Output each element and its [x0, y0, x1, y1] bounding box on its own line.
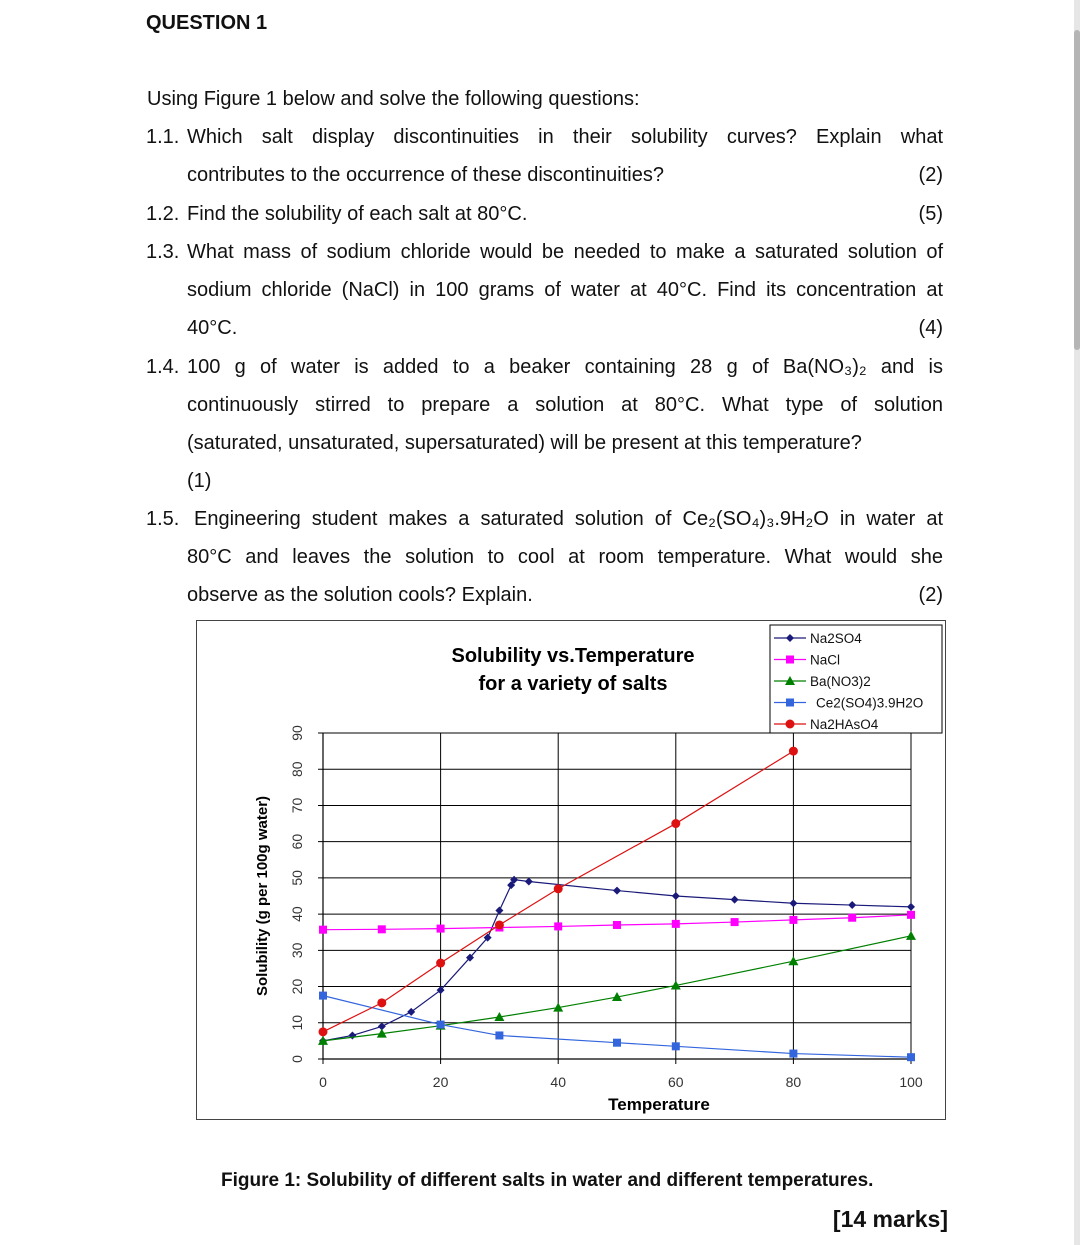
- question-marks: (2): [918, 584, 943, 606]
- data-point-nacl: [378, 925, 386, 933]
- x-tick-label: 60: [668, 1074, 684, 1090]
- data-point-nacl: [437, 925, 445, 933]
- question-marks: (4): [918, 317, 943, 339]
- legend-swatch-marker: [786, 720, 795, 729]
- y-tick-label: 20: [289, 978, 305, 995]
- legend-label: Na2SO4: [810, 631, 862, 646]
- series-line-na2so4: [323, 880, 911, 1041]
- data-point-na2so4: [613, 887, 621, 895]
- data-point-na2so4: [495, 906, 503, 914]
- chart-title-line-2: for a variety of salts: [478, 673, 668, 695]
- question-1-5: [146, 500, 943, 614]
- data-point-ce2-so4-3-9h2o: [319, 992, 327, 1000]
- total-marks: [14 marks]: [832, 1206, 948, 1232]
- chart-title-line-1: Solubility vs.Temperature: [451, 645, 695, 667]
- data-point-ce2-so4-3-9h2o: [672, 1042, 680, 1050]
- x-tick-label: 40: [550, 1074, 566, 1090]
- data-point-nacl: [848, 914, 856, 922]
- data-point-ce2-so4-3-9h2o: [907, 1053, 915, 1061]
- legend-label: Ce2(SO4)3.9H2O: [816, 695, 924, 711]
- data-point-na2haso4: [495, 920, 504, 929]
- question-line: What mass of sodium chloride would be needed to make a saturated solution of: [187, 241, 943, 263]
- question-1-1: [146, 118, 943, 194]
- data-point-nacl: [672, 920, 680, 928]
- question-line: (1): [187, 470, 212, 492]
- question-number: 1.5.: [146, 508, 180, 530]
- x-tick-label: 100: [899, 1074, 923, 1090]
- solubility-chart-svg: [197, 621, 945, 1119]
- question-1-3: [146, 233, 943, 347]
- question-1-4: [146, 348, 943, 500]
- data-point-ce2-so4-3-9h2o: [789, 1050, 797, 1058]
- data-point-nacl: [319, 926, 327, 934]
- data-point-ba-no3-2: [906, 931, 916, 940]
- y-tick-label: 40: [289, 906, 305, 922]
- y-tick-label: 30: [289, 942, 305, 959]
- y-tick-label: 90: [289, 725, 305, 741]
- data-point-nacl: [613, 921, 621, 929]
- chart-y-axis-label: Solubility (g per 100g water): [254, 795, 271, 997]
- series-ce2-so4-3-9h2o: [319, 992, 915, 1062]
- y-tick-label: 10: [289, 1014, 305, 1031]
- y-tick-label: 50: [289, 870, 305, 886]
- page-scrollbar[interactable]: [1074, 0, 1080, 1245]
- legend-label: NaCl: [810, 652, 841, 668]
- legend-label: Na2HAsO4: [810, 717, 879, 732]
- y-tick-label: 80: [289, 761, 305, 778]
- question-number: 1.1.: [146, 126, 180, 148]
- data-point-nacl: [789, 916, 797, 924]
- data-point-na2haso4: [789, 747, 798, 756]
- chart-legend: [770, 625, 942, 733]
- legend-swatch-marker: [786, 699, 794, 707]
- y-tick-label: 60: [289, 833, 305, 850]
- question-line: (saturated, unsaturated, supersaturated) will be present at this temperature?: [187, 432, 862, 454]
- data-point-na2haso4: [671, 819, 680, 828]
- series-ba-no3-2: [318, 931, 916, 1045]
- x-tick-label: 20: [432, 1074, 449, 1090]
- data-point-ce2-so4-3-9h2o: [495, 1031, 503, 1039]
- x-tick-label: 80: [785, 1074, 802, 1090]
- data-point-nacl: [907, 911, 915, 919]
- legend-swatch-marker: [786, 656, 794, 664]
- data-point-na2so4: [789, 899, 797, 907]
- data-point-na2so4: [348, 1031, 356, 1039]
- chart-series: [318, 747, 916, 1062]
- question-1-2: [146, 195, 943, 233]
- series-line-ce2-so4-3-9h2o: [323, 996, 911, 1058]
- question-line: continuously stirred to prepare a solution at 80°C. What type of solution: [187, 394, 943, 416]
- y-tick-label: 0: [289, 1055, 305, 1063]
- question-marks: (5): [918, 203, 943, 225]
- data-point-na2haso4: [554, 884, 563, 893]
- data-point-na2so4: [672, 892, 680, 900]
- legend-label: Ba(NO3)2: [810, 674, 871, 689]
- data-point-nacl: [554, 922, 562, 930]
- question-line: Find the solubility of each salt at 80°C.: [187, 203, 528, 225]
- intro-text: Using Figure 1 below and solve the following questions:: [147, 88, 640, 110]
- data-point-na2so4: [907, 903, 915, 911]
- figure-caption: Figure 1: Solubility of different salts in water and different temperatures.: [221, 1170, 874, 1191]
- question-line: 100 g of water is added to a beaker containing 28 g of Ba(NO₃)₂ and is: [187, 356, 943, 378]
- data-point-ce2-so4-3-9h2o: [437, 1021, 445, 1029]
- question-line: Which salt display discontinuities in their solubility curves? Explain what: [187, 126, 943, 148]
- chart-x-axis-label: Temperature: [608, 1095, 710, 1114]
- data-point-na2so4: [848, 901, 856, 909]
- question-line: 40°C.: [187, 317, 238, 339]
- question-marks: (2): [918, 164, 943, 186]
- figure-1-chart: [196, 620, 946, 1120]
- data-point-na2haso4: [319, 1027, 328, 1036]
- data-point-ce2-so4-3-9h2o: [613, 1039, 621, 1047]
- y-tick-label: 70: [289, 797, 305, 814]
- scrollbar-thumb[interactable]: [1074, 30, 1080, 350]
- series-line-ba-no3-2: [323, 936, 911, 1041]
- data-point-nacl: [731, 918, 739, 926]
- data-point-na2so4: [731, 896, 739, 904]
- page-heading: QUESTION 1: [146, 12, 268, 34]
- question-line: 80°C and leaves the solution to cool at room temperature. What would she: [187, 546, 943, 568]
- question-number: 1.2.: [146, 203, 180, 225]
- question-line: Engineering student makes a saturated solution of Ce₂(SO₄)₃.9H₂O in water at: [194, 508, 943, 530]
- question-line: sodium chloride (NaCl) in 100 grams of water at 40°C. Find its concentration at: [187, 279, 943, 301]
- x-tick-label: 0: [319, 1074, 327, 1090]
- data-point-na2so4: [525, 878, 533, 886]
- question-line: contributes to the occurrence of these discontinuities?: [187, 164, 664, 186]
- series-na2so4: [319, 876, 915, 1045]
- data-point-na2haso4: [436, 959, 445, 968]
- question-line: observe as the solution cools? Explain.: [187, 584, 533, 606]
- data-point-na2haso4: [377, 998, 386, 1007]
- question-number: 1.3.: [146, 241, 180, 263]
- question-number: 1.4.: [146, 356, 180, 378]
